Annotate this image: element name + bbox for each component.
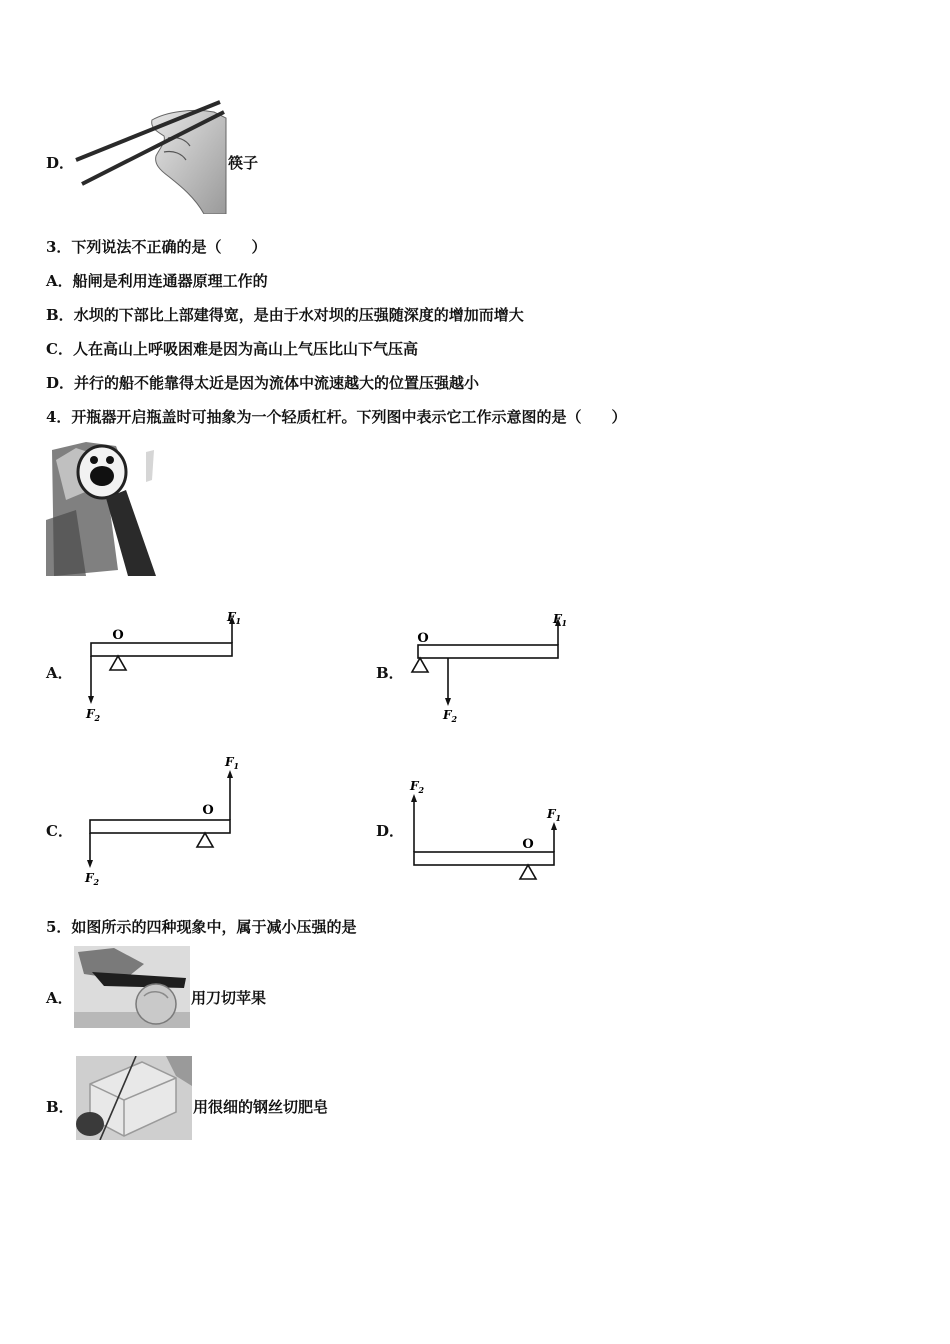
lever-diagram-a [80, 608, 250, 728]
q4-option-a-label: A． [46, 664, 73, 682]
lever-bar [418, 645, 558, 658]
lever-bar [90, 820, 230, 833]
knife-cutting-apple-photo [74, 946, 190, 1028]
force-f1-label: $F_1$ [225, 755, 240, 771]
wire-cutting-soap-photo [76, 1056, 192, 1140]
lever-bar [91, 643, 232, 656]
q3-option-d-label: D． [46, 374, 75, 392]
q3-option-a [46, 270, 268, 291]
q5-option-b-caption: 用很细的钢丝切肥皂 [193, 1098, 329, 1116]
bottle-opener-photo [46, 440, 166, 580]
q4-stem: 4．开瓶器开启瓶盖时可抽象为一个轻质杠杆。下列图中表示它工作示意图的是（ ） [46, 408, 627, 426]
q4-option-d-label: D． [376, 822, 405, 840]
force-f2-label: $F_2$ [410, 779, 425, 795]
force-f1-label: $F_1$ [547, 807, 562, 823]
pivot-label: O [202, 803, 214, 818]
q3-option-b-label: B． [46, 306, 74, 324]
q2-option-d-label: D． [46, 154, 75, 172]
pivot-label: O [522, 837, 534, 852]
lever-diagram-d [404, 774, 574, 892]
q5-stem: 5．如图所示的四种现象中，属于减小压强的是 [46, 918, 357, 936]
q5-option-a-label: A． [46, 989, 73, 1007]
q3-option-b-text: 水坝的下部比上部建得宽，是由于水对坝的压强随深度的增加而增大 [73, 306, 524, 324]
lever-diagram-c [80, 748, 250, 888]
lever-diagram-b [404, 608, 574, 728]
fulcrum-triangle [197, 833, 213, 847]
q5-option-a-caption: 用刀切苹果 [191, 989, 267, 1007]
q3-option-c-text: 人在高山上呼吸困难是因为高山上气压比山下气压高 [72, 340, 418, 358]
q3-stem: 3．下列说法不正确的是（ ） [46, 238, 267, 256]
q3-option-d-text: 并行的船不能靠得太近是因为流体中流速越大的位置压强越小 [74, 374, 480, 392]
fulcrum-triangle [110, 656, 126, 670]
q2-option-d-caption: 筷子 [228, 154, 259, 172]
force-f2-label: $F_2$ [443, 708, 458, 724]
lever-bar [414, 852, 554, 865]
q3-option-c-label: C． [46, 340, 73, 358]
q3-option-a-text: 船闸是利用连通器原理工作的 [72, 272, 268, 290]
q3-option-b [46, 304, 524, 325]
force-f2-label: $F_2$ [85, 871, 100, 887]
pivot-label: O [112, 628, 124, 643]
chopsticks-photo [74, 98, 230, 214]
force-f1-label: $F_1$ [553, 612, 568, 628]
q4-option-c-label: C． [46, 822, 73, 840]
fulcrum-triangle [520, 865, 536, 879]
q3-option-c [46, 338, 418, 359]
fulcrum-triangle [412, 658, 428, 672]
q3-option-d [46, 372, 479, 393]
q4-option-b-label: B． [376, 664, 404, 682]
q5-option-b-label: B． [46, 1098, 74, 1116]
force-f2-label: $F_2$ [86, 707, 101, 723]
pivot-label: O [417, 631, 429, 646]
q3-option-a-label: A． [46, 272, 73, 290]
force-f1-label: $F_1$ [227, 610, 242, 626]
